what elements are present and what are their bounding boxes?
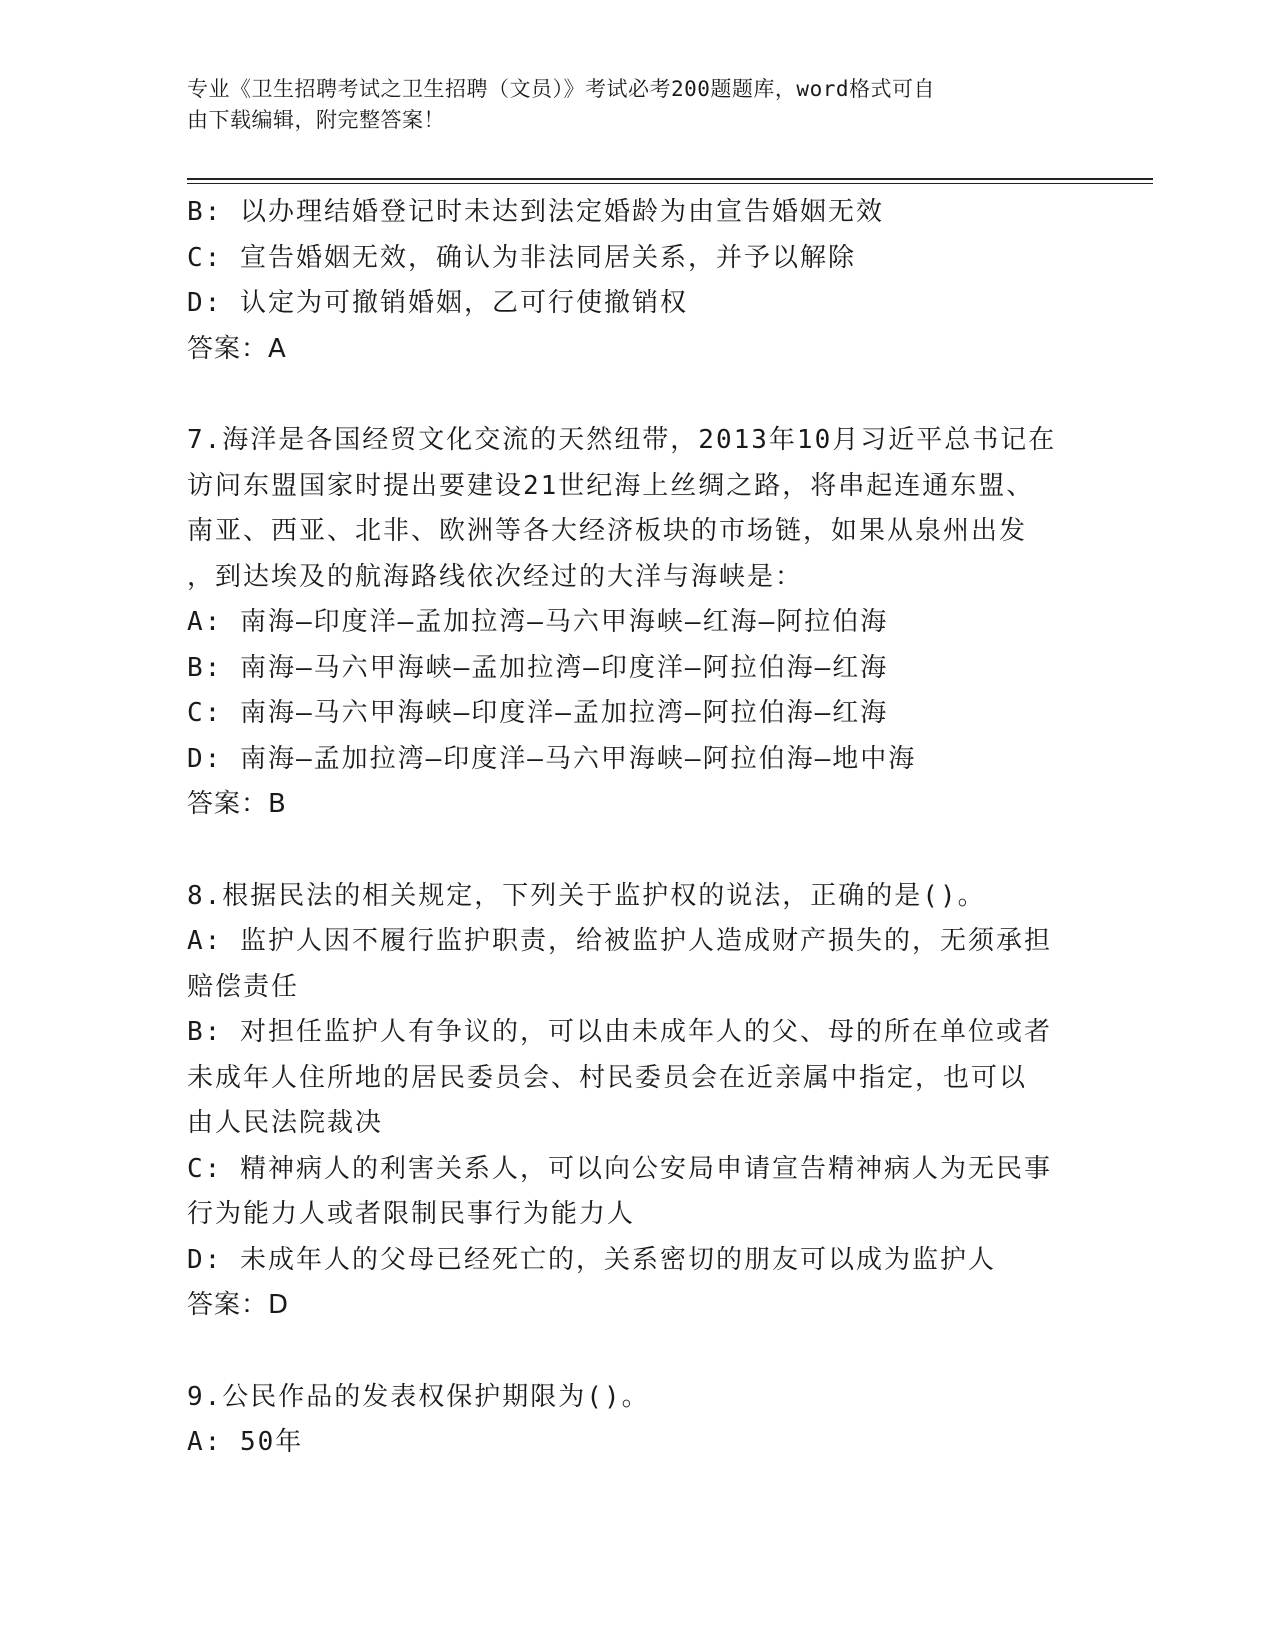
option-a: A: 监护人因不履行监护职责，给被监护人造成财产损失的，无须承担 xyxy=(187,926,1052,956)
spacer xyxy=(187,828,1087,874)
header-rule-thin xyxy=(187,183,1153,184)
question-stem: 9.公民作品的发表权保护期限为()。 xyxy=(187,1381,650,1412)
option-a: A: 南海—印度洋—孟加拉湾—马六甲海峡—红海—阿拉伯海 xyxy=(187,607,889,637)
question-stem: 访问东盟国家时提出要建设21世纪海上丝绸之路，将串起连通东盟、 xyxy=(187,470,1035,501)
question-8 xyxy=(187,874,1087,1329)
option-c: C: 宣告婚姻无效，确认为非法同居关系，并予以解除 xyxy=(187,242,856,273)
header-line-1: 专业《卫生招聘考试之卫生招聘（文员）》考试必考200题题库，word格式可自 xyxy=(187,77,935,101)
answer: 答案：D xyxy=(187,1290,290,1320)
option-d: D: 未成年人的父母已经死亡的，关系密切的朋友可以成为监护人 xyxy=(187,1244,996,1275)
option-a: A: 50年 xyxy=(187,1427,304,1457)
option-b: B: 以办理结婚登记时未达到法定婚龄为由宣告婚姻无效 xyxy=(187,197,884,227)
spacer xyxy=(187,1329,1087,1375)
question-stem: 7.海洋是各国经贸文化交流的天然纽带，2013年10月习近平总书记在 xyxy=(187,425,1057,455)
question-stem: 8.根据民法的相关规定，下列关于监护权的说法，正确的是()。 xyxy=(187,880,986,911)
option-b: 未成年人住所地的居民委员会、村民委员会在近亲属中指定，也可以 xyxy=(187,1062,1028,1093)
option-b: 由人民法院裁决 xyxy=(187,1108,384,1138)
page-header xyxy=(187,74,1067,136)
option-d: D: 认定为可撤销婚姻，乙可行使撤销权 xyxy=(187,288,688,318)
question-6-tail xyxy=(187,190,1087,372)
option-c: C: 精神病人的利害关系人，可以向公安局申请宣告精神病人为无民事 xyxy=(187,1153,1052,1184)
header-line-2: 由下载编辑，附完整答案！ xyxy=(187,108,445,132)
question-7 xyxy=(187,418,1087,828)
option-b: B: 南海—马六甲海峡—孟加拉湾—印度洋—阿拉伯海—红海 xyxy=(187,652,889,683)
question-content xyxy=(187,190,1087,1466)
spacer xyxy=(187,372,1087,418)
answer: 答案：B xyxy=(187,789,287,819)
option-c: 行为能力人或者限制民事行为能力人 xyxy=(187,1199,636,1229)
option-c: C: 南海—马六甲海峡—印度洋—孟加拉湾—阿拉伯海—红海 xyxy=(187,698,889,728)
question-stem: 南亚、西亚、北非、欧洲等各大经济板块的市场链，如果从泉州出发 xyxy=(187,516,1028,546)
answer: 答案：A xyxy=(187,333,287,364)
question-9 xyxy=(187,1375,1087,1466)
option-a: 赔偿责任 xyxy=(187,971,300,1002)
header-rule-thick xyxy=(187,178,1153,180)
question-stem: ，到达埃及的航海路线依次经过的大洋与海峡是： xyxy=(187,561,804,592)
option-b: B: 对担任监护人有争议的，可以由未成年人的父、母的所在单位或者 xyxy=(187,1017,1052,1047)
option-d: D: 南海—孟加拉湾—印度洋—马六甲海峡—阿拉伯海—地中海 xyxy=(187,743,917,774)
